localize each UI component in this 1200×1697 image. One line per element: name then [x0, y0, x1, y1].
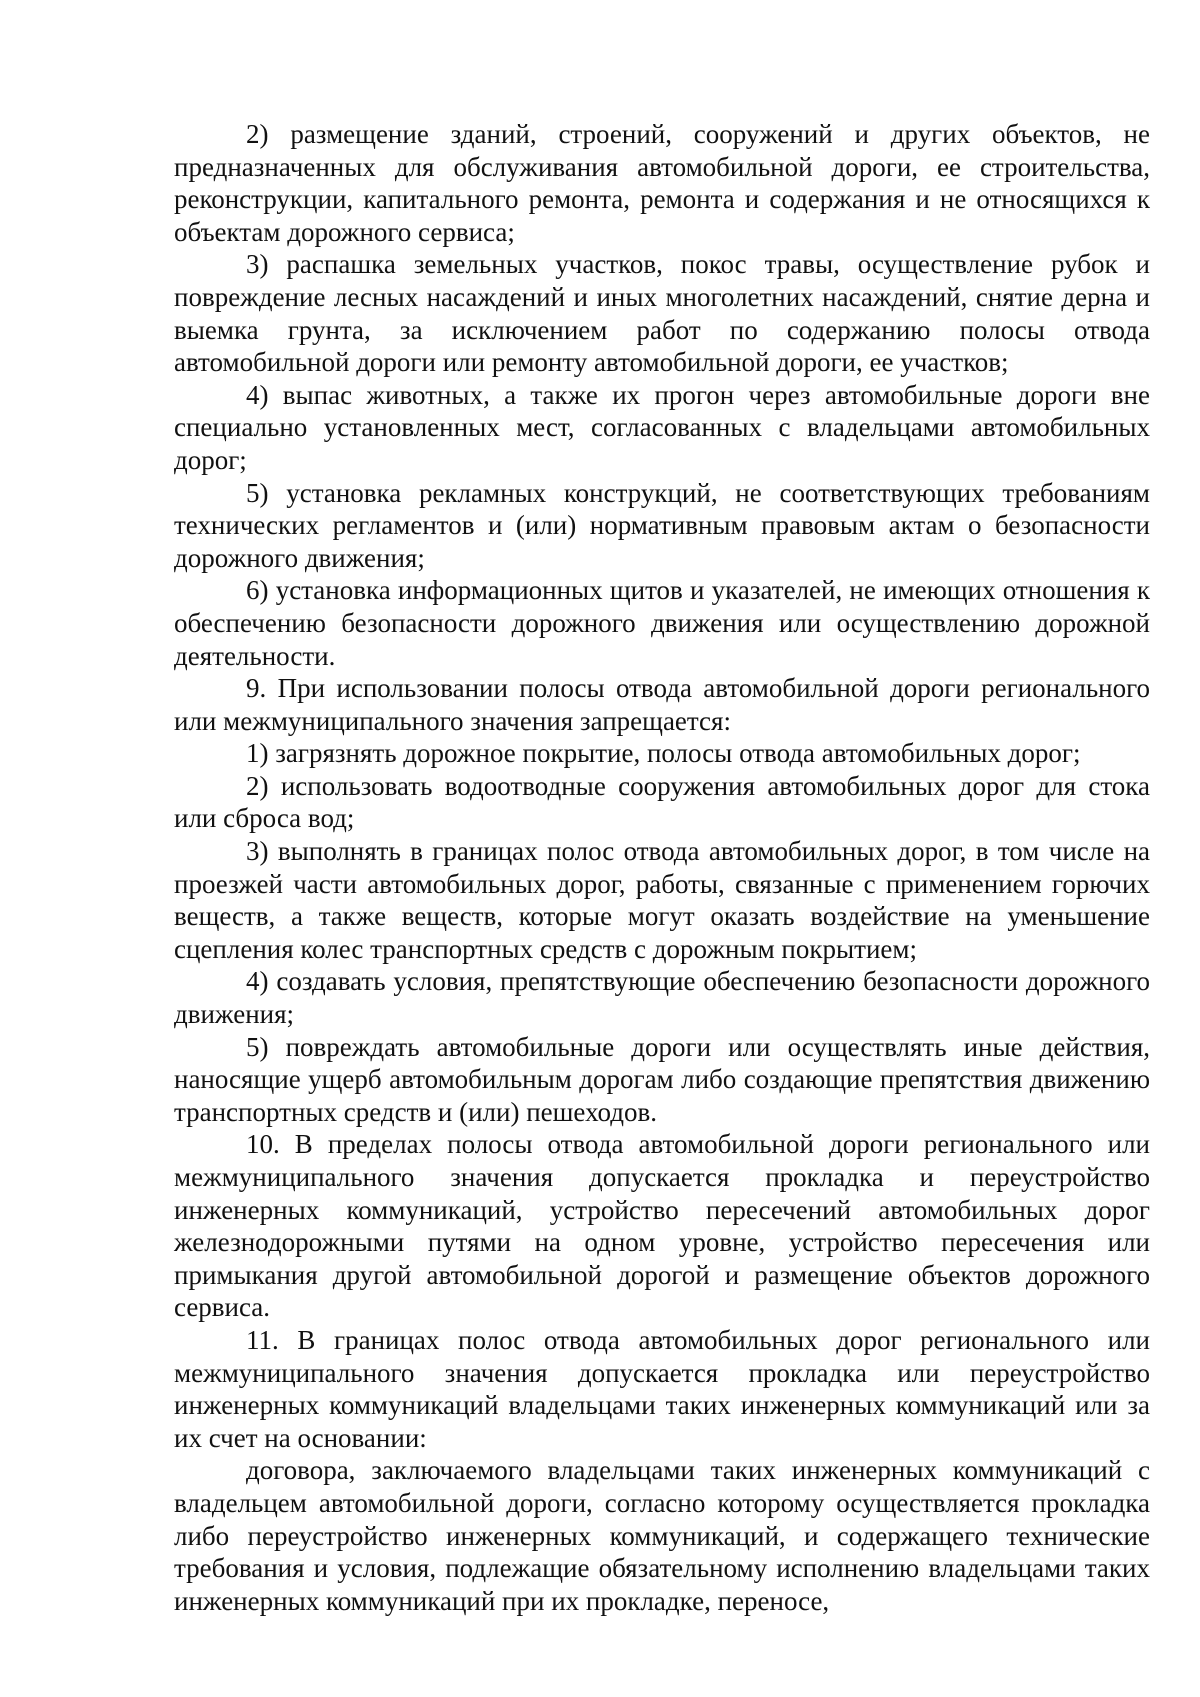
paragraph-clause-9-item-1: 1) загрязнять дорожное покрытие, полосы отвода автомобильных дорог;: [246, 738, 1081, 769]
paragraph-clause-9-item-3: 3) выполнять в границах полос отвода автомобильных дорог, в том числе на проезжей части автомобильных дорог, работы, связанные с применением горючих веществ, а также веществ, которые могут оказать воздействие на уменьшение сцепления колес транспортных средств с дорожным покрытием;: [174, 836, 1150, 964]
paragraph-item-5-advertising: 5) установка рекламных конструкций, не соответствующих требованиям технических регламентов и (или) нормативным правовым актам о безопасности дорожного движения;: [174, 477, 1150, 573]
paragraph-clause-10: 10. В пределах полосы отвода автомобильной дороги регионального или межмуниципального значения допускается прокладка и переустройство инженерных коммуникаций, устройство пересечений автомобильных дорог железнодорожными путями на одном уровне, устройство пересечения или примыкания другой автомобильной дорогой и размещение объектов дорожного сервиса.: [174, 1129, 1150, 1323]
paragraph-clause-9-item-4: 4) создавать условия, препятствующие обеспечению безопасности дорожного движения;: [174, 966, 1150, 1030]
paragraph-item-3-plowing: 3) распашка земельных участков, покос травы, осуществление рубок и повреждение лесных насаждений и иных многолетних насаждений, снятие дерна и выемка грунта, за исключением работ по содержанию полосы отвода автомобильной дороги или ремонту автомобильной дороги, ее участков;: [174, 249, 1150, 378]
document-page: [174, 118, 1150, 1617]
paragraph-clause-9: 9. При использовании полосы отвода автомобильной дороги регионального или межмуниципального значения запрещается:: [174, 673, 1150, 736]
paragraph-clause-9-item-5: 5) повреждать автомобильные дороги или осуществлять иные действия, наносящие ущерб автомобильным дорогам либо создающие препятствия движению транспортных средств и (или) пешеходов.: [174, 1031, 1150, 1127]
paragraph-clause-11-contract: договора, заключаемого владельцами таких инженерных коммуникаций с владельцем автомобильной дороги, согласно которому осуществляется прокладка либо переустройство инженерных коммуникаций, и содержащего технические требования и условия, подлежащие обязательному исполнению владельцами таких инженерных коммуникаций при их прокладке, переносе,: [174, 1455, 1150, 1616]
paragraph-item-2-placement: 2) размещение зданий, строений, сооружений и других объектов, не предназначенных для обслуживания автомобильной дороги, ее строительства, реконструкции, капитального ремонта, ремонта и содержания и не относящихся к объектам дорожного сервиса;: [174, 119, 1150, 247]
paragraph-item-4-grazing: 4) выпас животных, а также их прогон через автомобильные дороги вне специально установленных мест, согласованных с владельцами автомобильных дорог;: [174, 379, 1150, 475]
paragraph-clause-11: 11. В границах полос отвода автомобильных дорог регионального или межмуниципального значения допускается прокладка или переустройство инженерных коммуникаций владельцами таких инженерных коммуникаций или за их счет на основании:: [174, 1324, 1150, 1453]
paragraph-clause-9-item-2: 2) использовать водоотводные сооружения автомобильных дорог для стока или сброса вод;: [174, 770, 1150, 834]
paragraph-item-6-signs: 6) установка информационных щитов и указателей, не имеющих отношения к обеспечению безопасности дорожного движения или осуществлению дорожной деятельности.: [174, 575, 1150, 671]
